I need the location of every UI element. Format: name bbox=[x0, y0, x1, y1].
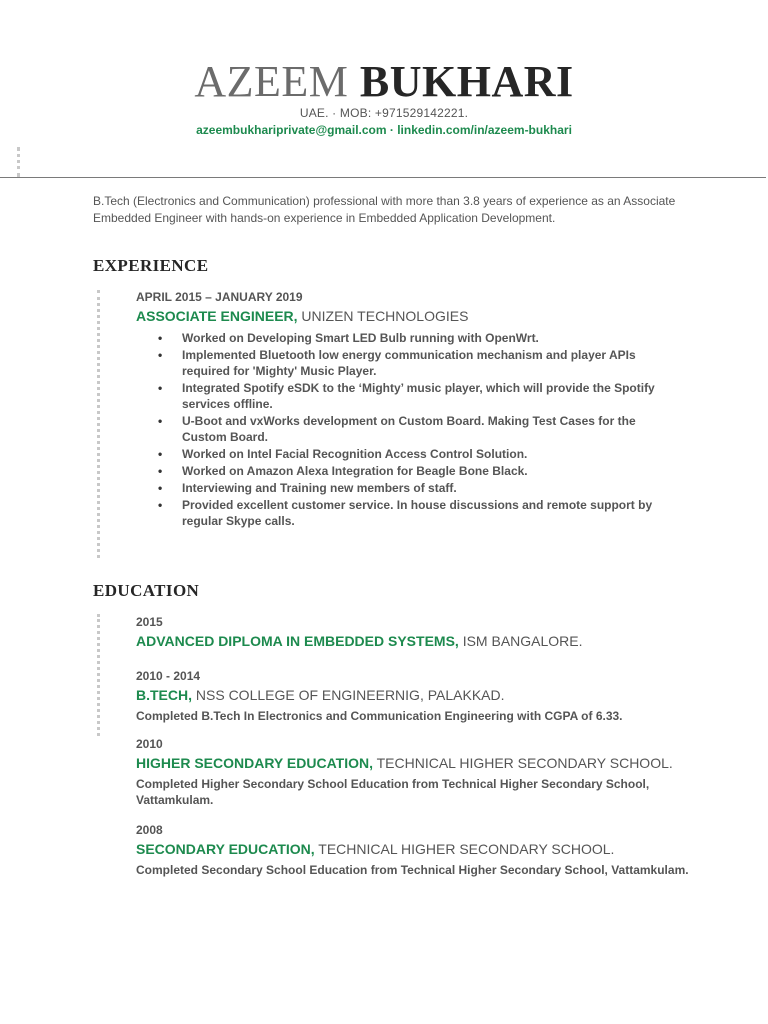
degree-name: HIGHER SECONDARY EDUCATION, bbox=[136, 755, 373, 771]
school-name: ISM BANGALORE. bbox=[458, 633, 583, 649]
job-dates: APRIL 2015 – JANUARY 2019 bbox=[136, 290, 303, 304]
degree-name: SECONDARY EDUCATION, bbox=[136, 841, 315, 857]
education-year: 2010 bbox=[136, 737, 163, 751]
job-entry bbox=[136, 289, 696, 530]
experience-heading: EXPERIENCE bbox=[93, 256, 209, 275]
education-description: Completed B.Tech In Electronics and Communication Engineering with CGPA of 6.33. bbox=[136, 709, 623, 723]
job-role: ASSOCIATE ENGINEER, bbox=[136, 308, 298, 324]
school-name: TECHNICAL HIGHER SECONDARY SCHOOL. bbox=[372, 755, 673, 771]
education-entry bbox=[136, 736, 696, 808]
header-dotted-rule bbox=[17, 147, 20, 177]
list-item: • Integrated Spotify eSDK to the ‘Mighty’ music player, which will provide the Spotify services offline. bbox=[136, 380, 666, 412]
education-degree bbox=[136, 632, 696, 651]
education-degree bbox=[136, 754, 696, 773]
list-item: • Implemented Bluetooth low energy communication mechanism and player APIs required for 'Mighty' Music Player. bbox=[136, 347, 666, 379]
list-item: • Worked on Intel Facial Recognition Access Control Solution. bbox=[136, 446, 666, 462]
list-item: • Worked on Amazon Alexa Integration for Beagle Bone Black. bbox=[136, 463, 666, 479]
education-year: 2010 - 2014 bbox=[136, 669, 201, 683]
school-name: NSS COLLEGE OF ENGINEERNIG, PALAKKAD. bbox=[192, 687, 505, 703]
experience-dotted-rule bbox=[97, 290, 100, 558]
email-linkedin[interactable]: azeembukhariprivate@gmail.com · linkedin.com/in/azeem-bukhari bbox=[196, 123, 572, 137]
school-name: TECHNICAL HIGHER SECONDARY SCHOOL. bbox=[314, 841, 615, 857]
education-description: Completed Secondary School Education from Technical Higher Secondary School, Vattamkulam. bbox=[136, 863, 689, 877]
education-entry bbox=[136, 668, 696, 724]
degree-name: ADVANCED DIPLOMA IN EMBEDDED SYSTEMS, bbox=[136, 633, 459, 649]
education-description: Completed Higher Secondary School Education from Technical Higher Secondary School, Vattamkulam. bbox=[136, 777, 650, 807]
education-heading: EDUCATION bbox=[93, 581, 200, 600]
candidate-name bbox=[0, 56, 768, 108]
education-year: 2008 bbox=[136, 823, 163, 837]
first-name: AZEEM bbox=[194, 57, 349, 106]
education-degree bbox=[136, 686, 696, 705]
education-year: 2015 bbox=[136, 615, 163, 629]
location-phone: UAE. · MOB: +971529142221. bbox=[299, 106, 469, 120]
header-divider bbox=[0, 177, 766, 178]
job-company: UNIZEN TECHNOLOGIES bbox=[297, 308, 469, 324]
education-degree bbox=[136, 840, 696, 859]
professional-summary: B.Tech (Electronics and Communication) professional with more than 3.8 years of experience as an Associate Embedded Engineer with hands-on experience in Embedded Application Development. bbox=[93, 194, 676, 225]
list-item: • Worked on Developing Smart LED Bulb running with OpenWrt. bbox=[136, 330, 666, 346]
education-dotted-rule bbox=[97, 614, 100, 736]
job-title bbox=[136, 307, 696, 326]
job-responsibilities bbox=[136, 330, 696, 529]
education-entry bbox=[136, 822, 696, 878]
list-item: • U-Boot and vxWorks development on Custom Board. Making Test Cases for the Custom Board. bbox=[136, 413, 666, 445]
education-entry bbox=[136, 614, 696, 651]
list-item: • Provided excellent customer service. In house discussions and remote support by regular Skype calls. bbox=[136, 497, 666, 529]
degree-name: B.TECH, bbox=[136, 687, 192, 703]
last-name: BUKHARI bbox=[359, 57, 574, 106]
list-item: • Interviewing and Training new members of staff. bbox=[136, 480, 666, 496]
